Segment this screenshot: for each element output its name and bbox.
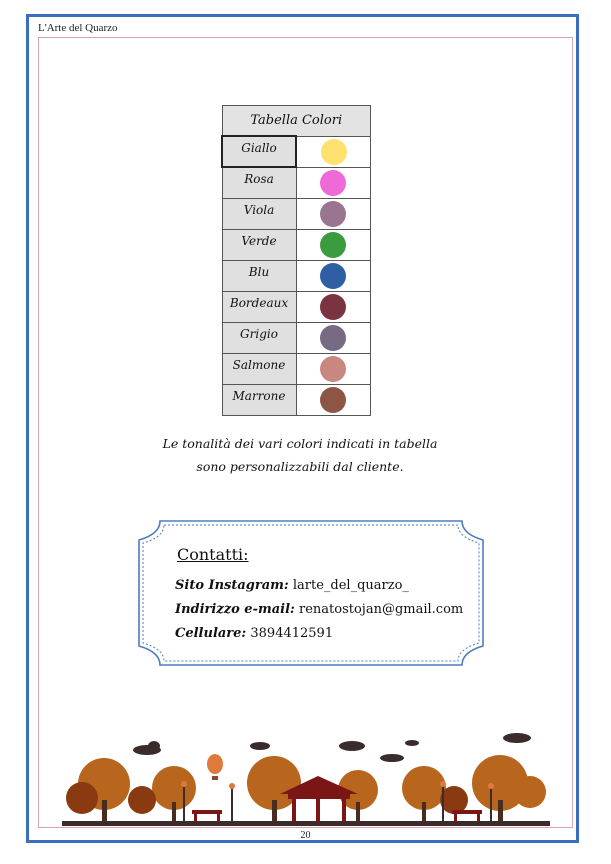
color-name: Blu xyxy=(222,260,296,291)
instagram-value: larte_del_quarzo_ xyxy=(292,578,409,593)
color-swatch xyxy=(320,170,346,196)
contact-email xyxy=(175,602,463,617)
color-name: Bordeaux xyxy=(222,291,296,322)
color-note-line-1: Le tonalità dei vari colori indicati in tabella xyxy=(162,436,438,451)
color-row xyxy=(222,198,371,229)
color-row xyxy=(222,167,371,198)
color-name: Rosa xyxy=(222,167,296,198)
contact-box xyxy=(138,520,484,666)
phone-label: Cellulare: xyxy=(175,626,247,641)
color-swatch xyxy=(321,139,347,165)
autumn-park-illustration xyxy=(62,728,550,828)
color-row xyxy=(222,322,371,353)
color-swatch xyxy=(320,201,346,227)
color-swatch-cell xyxy=(296,167,371,198)
color-name: Marrone xyxy=(222,384,296,415)
contact-frame xyxy=(138,520,484,666)
color-swatch xyxy=(320,294,346,320)
color-swatch-cell xyxy=(296,229,371,260)
color-row xyxy=(222,136,371,167)
color-table-body xyxy=(222,136,371,415)
contact-phone xyxy=(175,626,333,641)
color-swatch xyxy=(320,263,346,289)
color-row xyxy=(222,260,371,291)
email-label: Indirizzo e-mail: xyxy=(175,602,295,617)
color-name: Grigio xyxy=(222,322,296,353)
contact-title: Contatti: xyxy=(177,545,249,564)
color-row xyxy=(222,353,371,384)
color-swatch-cell xyxy=(296,136,371,167)
color-name: Viola xyxy=(222,198,296,229)
color-table xyxy=(221,105,371,416)
color-swatch-cell xyxy=(296,260,371,291)
instagram-label: Sito Instagram: xyxy=(175,578,289,593)
color-swatch-cell xyxy=(296,322,371,353)
color-row xyxy=(222,229,371,260)
email-value: renatostojan@gmail.com xyxy=(298,602,464,617)
color-row xyxy=(222,291,371,322)
color-swatch-cell xyxy=(296,198,371,229)
contact-instagram xyxy=(175,578,409,593)
color-note xyxy=(120,432,480,478)
color-swatch xyxy=(320,387,346,413)
color-name: Salmone xyxy=(222,353,296,384)
color-name: Giallo xyxy=(222,136,296,167)
color-name: Verde xyxy=(222,229,296,260)
page-number: 20 xyxy=(300,830,311,841)
color-note-line-2: sono personalizzabili dal cliente. xyxy=(196,459,404,474)
color-swatch-cell xyxy=(296,384,371,415)
phone-value: 3894412591 xyxy=(250,626,334,641)
color-swatch-cell xyxy=(296,291,371,322)
color-swatch xyxy=(320,356,346,382)
color-table-title: Tabella Colori xyxy=(222,106,371,137)
color-row xyxy=(222,384,371,415)
color-swatch-cell xyxy=(296,353,371,384)
color-swatch xyxy=(320,232,346,258)
color-swatch xyxy=(320,325,346,351)
document-header: L'Arte del Quarzo xyxy=(38,22,118,34)
